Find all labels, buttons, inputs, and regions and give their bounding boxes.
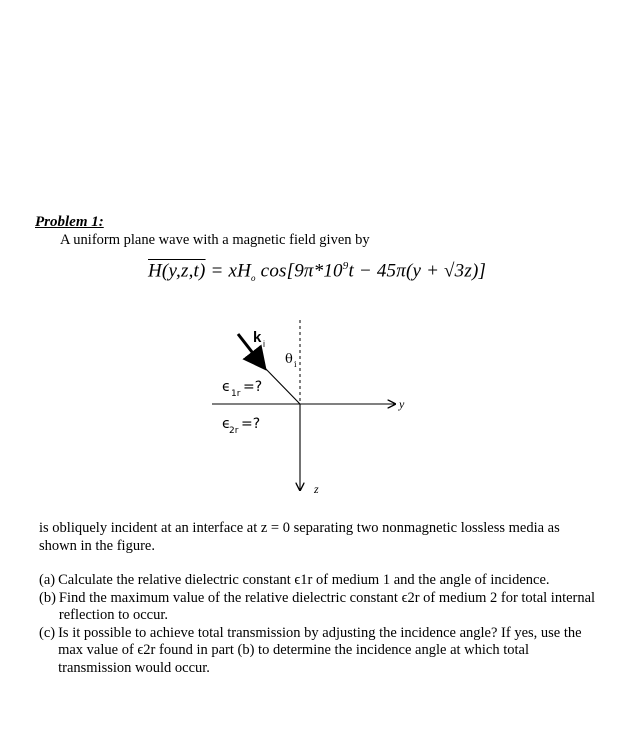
eps2-value: =? (241, 416, 261, 432)
part-b (39, 590, 599, 625)
y-axis-label: y (399, 397, 405, 411)
part-a-label: (a) (39, 572, 56, 588)
z-axis-label: z (314, 482, 319, 496)
part-a (39, 572, 599, 590)
eps1-value: =? (243, 379, 263, 395)
equation-rhs-part1: = xH (205, 260, 252, 282)
eps2-symbol: ϵ (222, 416, 231, 432)
part-b-text: Find the maximum value of the relative dielectric constant ϵ2r of medium 2 for total internal reflection to occur. (58, 589, 596, 623)
equation-lhs: H(y,z,t) (148, 260, 206, 282)
part-a-text: Calculate the relative dielectric constant ϵ1r of medium 1 and the angle of incidence. (58, 572, 550, 588)
k-sub-label: i (263, 339, 265, 349)
part-b-label: (b) (39, 589, 56, 606)
interface-figure (200, 318, 420, 503)
theta-sub-label: i (294, 360, 297, 369)
equation-rhs-sub: o (251, 273, 256, 284)
k-label: k (253, 329, 262, 346)
magnetic-field-equation (148, 260, 486, 283)
problem-intro: A uniform plane wave with a magnetic field given by (60, 232, 370, 248)
theta-label: θ (285, 352, 293, 367)
problem-parts-list (39, 572, 599, 677)
problem-title: Problem 1: (35, 214, 104, 230)
problem-body: is obliquely incident at an interface at z = 0 separating two nonmagnetic lossless media as shown in the figure. (39, 520, 560, 554)
equation-rhs-part2: cos[9π*10 (255, 260, 343, 282)
part-c-label: (c) (39, 624, 56, 641)
incident-ray-line (263, 366, 300, 404)
part-c (39, 625, 599, 678)
eps1-sub: 1r (231, 389, 241, 399)
part-c-text: Is it possible to achieve total transmission by adjusting the incidence angle? If yes, use the max value of ϵ2r found in part (b) to determine the incidence angle at which total transmission would occur. (58, 624, 582, 676)
eps1-symbol: ϵ (222, 379, 231, 395)
equation-rhs-sup: 9 (342, 260, 349, 272)
eps2-sub: 2r (229, 426, 239, 436)
equation-rhs-part3: t − 45π(y + √3z)] (348, 260, 487, 282)
